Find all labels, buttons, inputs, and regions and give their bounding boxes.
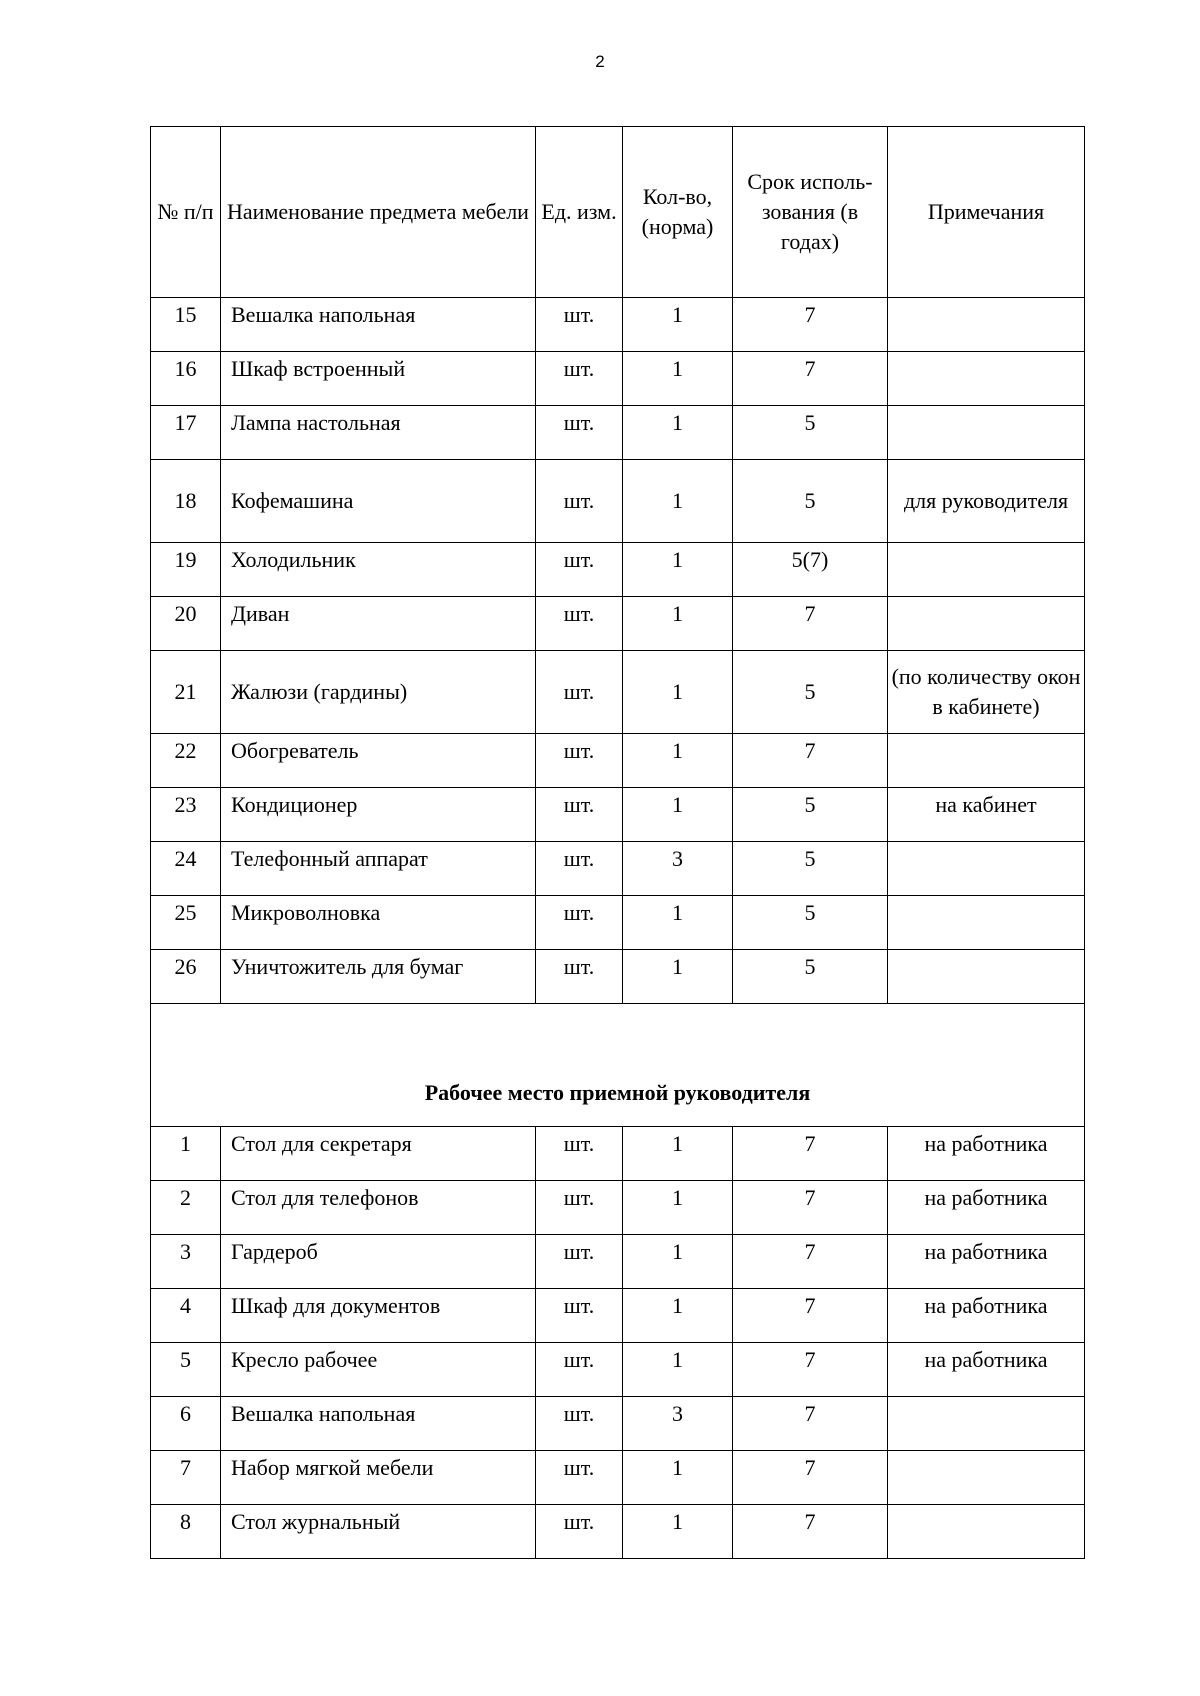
table-row — [151, 1127, 1085, 1181]
cell-name: Вешалка напольная — [221, 1397, 536, 1451]
cell-note: на кабинет — [888, 788, 1085, 842]
cell-name: Холодильник — [221, 543, 536, 597]
cell-name: Стол для секретаря — [221, 1127, 536, 1181]
table-body — [151, 298, 1085, 1559]
cell-life: 7 — [733, 1505, 888, 1559]
cell-unit: шт. — [536, 651, 623, 734]
cell-num: 21 — [151, 651, 221, 734]
cell-num: 16 — [151, 352, 221, 406]
table-row — [151, 352, 1085, 406]
cell-life: 7 — [733, 734, 888, 788]
cell-unit: шт. — [536, 406, 623, 460]
cell-name: Гардероб — [221, 1235, 536, 1289]
cell-note: на работника — [888, 1181, 1085, 1235]
cell-note: на работника — [888, 1289, 1085, 1343]
cell-name: Стол для телефонов — [221, 1181, 536, 1235]
cell-life: 5 — [733, 651, 888, 734]
header-name: Наименование предмета мебели — [221, 127, 536, 298]
cell-life: 7 — [733, 352, 888, 406]
cell-qty: 1 — [623, 651, 733, 734]
cell-note — [888, 298, 1085, 352]
cell-unit: шт. — [536, 460, 623, 543]
cell-unit: шт. — [536, 543, 623, 597]
header-num: № п/п — [151, 127, 221, 298]
cell-note: для руководителя — [888, 460, 1085, 543]
cell-note — [888, 1451, 1085, 1505]
table-row — [151, 597, 1085, 651]
cell-num: 23 — [151, 788, 221, 842]
cell-num: 24 — [151, 842, 221, 896]
cell-unit: шт. — [536, 950, 623, 1004]
cell-unit: шт. — [536, 1397, 623, 1451]
cell-unit: шт. — [536, 788, 623, 842]
cell-note — [888, 734, 1085, 788]
cell-note: на работника — [888, 1343, 1085, 1397]
cell-name: Обогреватель — [221, 734, 536, 788]
cell-qty: 1 — [623, 543, 733, 597]
cell-num: 19 — [151, 543, 221, 597]
cell-note — [888, 950, 1085, 1004]
table-row — [151, 1343, 1085, 1397]
table-row — [151, 1181, 1085, 1235]
table-row — [151, 1289, 1085, 1343]
cell-name: Уничтожитель для бумаг — [221, 950, 536, 1004]
cell-unit: шт. — [536, 1343, 623, 1397]
cell-qty: 1 — [623, 597, 733, 651]
cell-qty: 3 — [623, 1397, 733, 1451]
cell-num: 22 — [151, 734, 221, 788]
cell-unit: шт. — [536, 734, 623, 788]
cell-num: 3 — [151, 1235, 221, 1289]
cell-name: Стол журнальный — [221, 1505, 536, 1559]
cell-unit: шт. — [536, 896, 623, 950]
cell-note — [888, 1397, 1085, 1451]
table-row — [151, 543, 1085, 597]
cell-qty: 3 — [623, 842, 733, 896]
cell-life: 5 — [733, 460, 888, 543]
table-row — [151, 1451, 1085, 1505]
cell-note: на работника — [888, 1235, 1085, 1289]
cell-qty: 1 — [623, 1343, 733, 1397]
cell-name: Лампа настольная — [221, 406, 536, 460]
cell-unit: шт. — [536, 1289, 623, 1343]
cell-note — [888, 543, 1085, 597]
cell-num: 8 — [151, 1505, 221, 1559]
cell-num: 15 — [151, 298, 221, 352]
cell-name: Набор мягкой мебели — [221, 1451, 536, 1505]
cell-qty: 1 — [623, 406, 733, 460]
table-header — [151, 127, 1085, 298]
cell-name: Кресло рабочее — [221, 1343, 536, 1397]
cell-life: 7 — [733, 1181, 888, 1235]
cell-note — [888, 352, 1085, 406]
cell-note — [888, 1505, 1085, 1559]
cell-life: 7 — [733, 1289, 888, 1343]
cell-life: 5 — [733, 406, 888, 460]
cell-qty: 1 — [623, 1235, 733, 1289]
table-row — [151, 651, 1085, 734]
table-row — [151, 1397, 1085, 1451]
header-unit: Ед. изм. — [536, 127, 623, 298]
cell-life: 7 — [733, 1235, 888, 1289]
table-row — [151, 842, 1085, 896]
cell-life: 7 — [733, 1127, 888, 1181]
table-row — [151, 406, 1085, 460]
table-row — [151, 788, 1085, 842]
cell-qty: 1 — [623, 734, 733, 788]
table-row — [151, 1235, 1085, 1289]
cell-num: 5 — [151, 1343, 221, 1397]
cell-unit: шт. — [536, 597, 623, 651]
cell-qty: 1 — [623, 896, 733, 950]
cell-life: 7 — [733, 597, 888, 651]
cell-qty: 1 — [623, 352, 733, 406]
cell-note — [888, 896, 1085, 950]
section-title: Рабочее место приемной руководителя — [151, 1004, 1085, 1127]
cell-qty: 1 — [623, 1181, 733, 1235]
cell-num: 1 — [151, 1127, 221, 1181]
cell-life: 5 — [733, 950, 888, 1004]
cell-life: 7 — [733, 1451, 888, 1505]
cell-num: 20 — [151, 597, 221, 651]
cell-unit: шт. — [536, 1451, 623, 1505]
cell-life: 7 — [733, 1343, 888, 1397]
cell-unit: шт. — [536, 352, 623, 406]
cell-name: Шкаф встроенный — [221, 352, 536, 406]
cell-qty: 1 — [623, 298, 733, 352]
cell-name: Кофемашина — [221, 460, 536, 543]
cell-note — [888, 406, 1085, 460]
table-row — [151, 1505, 1085, 1559]
table-row — [151, 950, 1085, 1004]
cell-name: Микроволновка — [221, 896, 536, 950]
cell-unit: шт. — [536, 298, 623, 352]
cell-unit: шт. — [536, 1235, 623, 1289]
cell-life: 5 — [733, 842, 888, 896]
table-row — [151, 460, 1085, 543]
cell-note — [888, 597, 1085, 651]
cell-name: Диван — [221, 597, 536, 651]
header-life: Срок исполь- зования (в годах) — [733, 127, 888, 298]
cell-note: (по количеству окон в кабинете) — [888, 651, 1085, 734]
header-qty: Кол-во, (норма) — [623, 127, 733, 298]
cell-qty: 1 — [623, 788, 733, 842]
cell-num: 26 — [151, 950, 221, 1004]
cell-life: 5 — [733, 788, 888, 842]
cell-unit: шт. — [536, 1181, 623, 1235]
cell-qty: 1 — [623, 1451, 733, 1505]
furniture-norms-table — [150, 126, 1085, 1559]
cell-num: 4 — [151, 1289, 221, 1343]
cell-num: 18 — [151, 460, 221, 543]
cell-note — [888, 842, 1085, 896]
cell-life: 7 — [733, 1397, 888, 1451]
cell-name: Кондиционер — [221, 788, 536, 842]
header-row — [151, 127, 1085, 298]
page-number: 2 — [595, 52, 605, 71]
header-note: Примечания — [888, 127, 1085, 298]
cell-num: 17 — [151, 406, 221, 460]
cell-qty: 1 — [623, 1127, 733, 1181]
cell-qty: 1 — [623, 950, 733, 1004]
cell-num: 2 — [151, 1181, 221, 1235]
cell-name: Шкаф для документов — [221, 1289, 536, 1343]
cell-num: 25 — [151, 896, 221, 950]
table-row — [151, 896, 1085, 950]
cell-unit: шт. — [536, 1505, 623, 1559]
cell-qty: 1 — [623, 1289, 733, 1343]
cell-name: Телефонный аппарат — [221, 842, 536, 896]
table-row — [151, 734, 1085, 788]
cell-num: 7 — [151, 1451, 221, 1505]
cell-life: 5 — [733, 896, 888, 950]
cell-num: 6 — [151, 1397, 221, 1451]
cell-unit: шт. — [536, 842, 623, 896]
cell-qty: 1 — [623, 460, 733, 543]
table-row — [151, 298, 1085, 352]
cell-name: Вешалка напольная — [221, 298, 536, 352]
cell-life: 5(7) — [733, 543, 888, 597]
cell-qty: 1 — [623, 1505, 733, 1559]
cell-name: Жалюзи (гардины) — [221, 651, 536, 734]
section-row — [151, 1004, 1085, 1127]
cell-life: 7 — [733, 298, 888, 352]
cell-note: на работника — [888, 1127, 1085, 1181]
cell-unit: шт. — [536, 1127, 623, 1181]
